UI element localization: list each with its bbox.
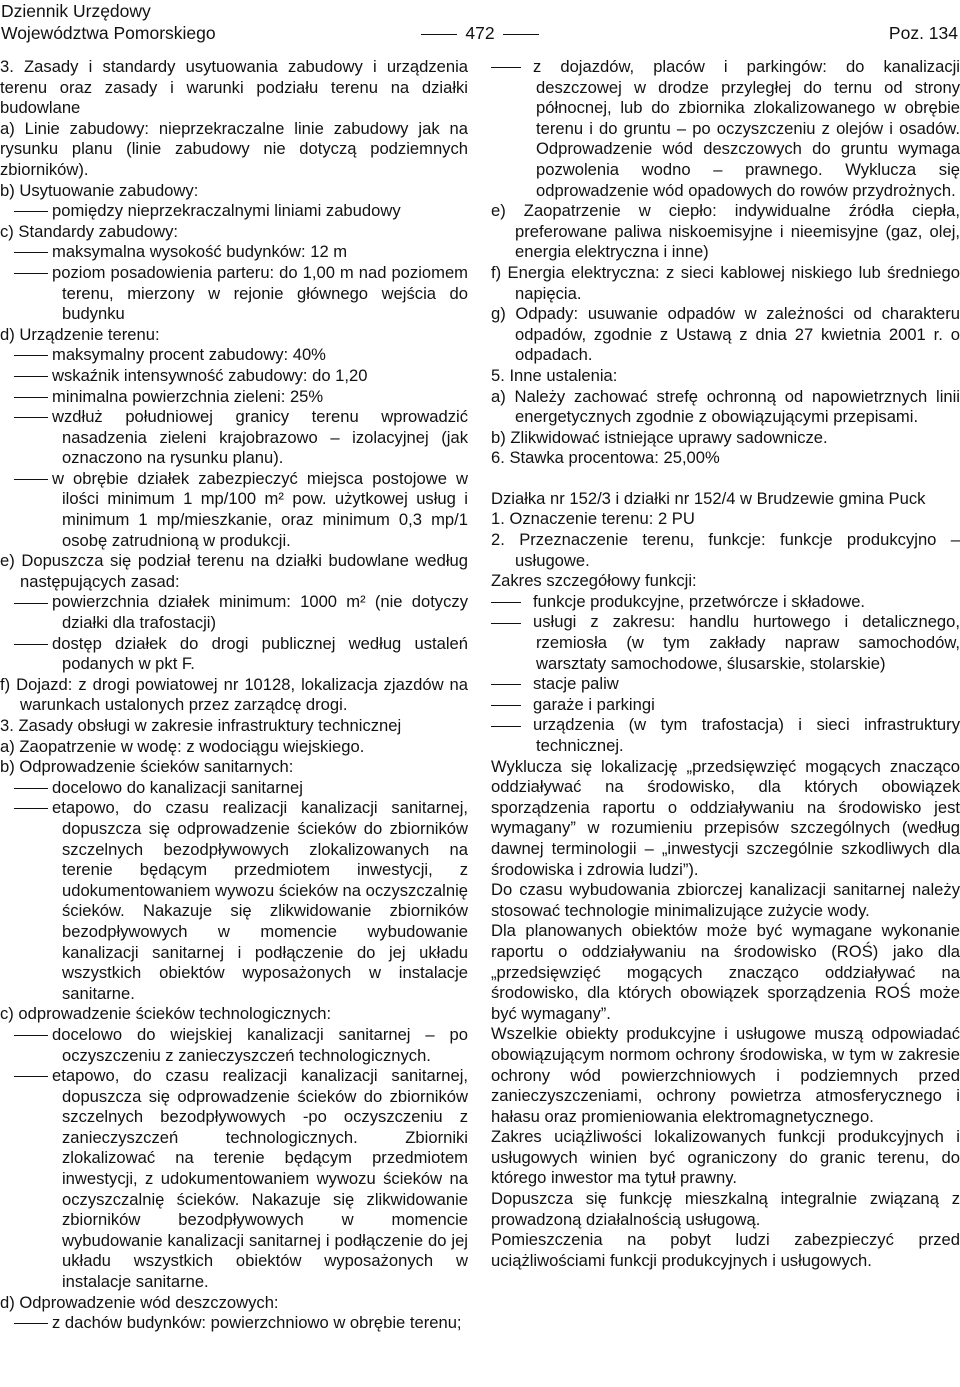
numbered-paragraph [491, 530, 960, 571]
paragraph-text: z dachów budynków: powierzchniowo w obrębie terenu; [52, 1313, 462, 1333]
paragraph [0, 757, 468, 778]
paragraph-text: wskaźnik intensywność zabudowy: do 1,20 [52, 365, 368, 385]
paragraph [491, 1127, 960, 1189]
em-dash-marker [0, 345, 52, 366]
em-dash-marker [491, 674, 533, 695]
lettered-paragraph [0, 551, 468, 592]
paragraph-text: urządzenia (w tym trafostacja) i sieci infrastruktury technicznej. [533, 715, 960, 755]
paragraph-text: stacje paliw [533, 674, 619, 694]
dash-list-item [0, 778, 468, 799]
em-dash-marker [0, 1313, 52, 1334]
section-spacer [491, 469, 960, 489]
paragraph-text: a) Linie zabudowy: nieprzekraczalne linie zabudowy jak na rysunku planu (linie zabudowy nie dotyczą podziemnych zbiorników). [0, 118, 468, 179]
paragraph [491, 1024, 960, 1127]
paragraph-text: Działka nr 152/3 i działki nr 152/4 w Brudzewie gmina Puck [491, 488, 926, 508]
paragraph [0, 57, 468, 119]
dash-list-item [0, 263, 468, 325]
paragraph-text: docelowo do wiejskiej kanalizacji sanitarnej – po oczyszczeniu z zanieczyszczeń technologicznych. [52, 1024, 468, 1065]
paragraph-text: Dla planowanych obiektów może być wymagane wykonanie raportu o oddziaływaniu na środowisko (ROŚ) jako dla „przedsięwzięć mogących znacząco oddziaływać na środowisko, dla których obowiązek sporządzenia ROŚ może być wymagany”. [491, 921, 960, 1023]
paragraph-text: Zakres szczegółowy funkcji: [491, 571, 697, 591]
paragraph [491, 571, 960, 592]
paragraph-text: b) Usytuowanie zabudowy: [0, 180, 199, 200]
paragraph-text: b) Odprowadzenie ścieków sanitarnych: [0, 757, 294, 777]
dash-list-item [0, 1025, 468, 1066]
paragraph [0, 1293, 468, 1314]
paragraph-text: a) Zaopatrzenie w wodę: z wodociągu wiejskiego. [0, 736, 365, 756]
numbered-paragraph [491, 509, 960, 530]
lettered-paragraph [491, 201, 960, 263]
lettered-paragraph [491, 263, 960, 304]
dash-list-item [0, 798, 468, 1004]
paragraph [0, 716, 468, 737]
paragraph [491, 1230, 960, 1271]
paragraph-text: maksymalny procent zabudowy: 40% [52, 345, 326, 365]
paragraph-text: 1. Oznaczenie terenu: 2 PU [491, 509, 695, 529]
dash-list-item [491, 715, 960, 756]
em-dash-marker [0, 201, 52, 222]
paragraph-text: a) Należy zachować strefę ochronną od napowietrznych linii energetycznych zgodnie z obowiązującymi przepisami. [491, 386, 960, 427]
position-number: Poz. 134 [888, 23, 958, 43]
dash-list-item [0, 1066, 468, 1293]
paragraph-text: usługi z zakresu: handlu hurtowego i detalicznego, rzemiosła (w tym zakłady napraw samochodów, warsztaty samochodowe, ślusarskie, stolarskie) [533, 612, 960, 673]
paragraph-text: c) Standardy zabudowy: [0, 221, 179, 241]
dash-list-item [0, 201, 468, 222]
paragraph [0, 325, 468, 346]
paragraph [491, 1189, 960, 1230]
paragraph-text: Wszelkie obiekty produkcyjne i usługowe muszą odpowiadać obowiązującym normom ochrony środowiska, w tym w zakresie ochrony wód powierzchniowych i podziemnych przed zanieczyszczeniami, ochrony powietrza atmosferycznego i hałasu oraz promieniowania elektromagnetycznego. [491, 1024, 960, 1126]
paragraph-text: z dojazdów, placów i parkingów: do kanalizacji deszczowej w drodze przyległej do ternu od strony północnej, lub do zbiornika zlokalizowanego w obrębie terenu i do gruntu – po oczyszczeniu z olejów i osadów. Odprowadzenie wód deszczowych do gruntu wymaga pozwolenia wodno – prawnego. Wyklucza się odprowadzenie wód opadowych do rowów przydrożnych. [533, 57, 960, 200]
page-number: 472 [465, 23, 495, 43]
dash-list-item [491, 695, 960, 716]
paragraph-text: pomiędzy nieprzekraczalnymi liniami zabudowy [52, 201, 401, 221]
em-dash-marker [0, 592, 52, 613]
right-column [491, 57, 960, 1271]
dash-list-item [0, 592, 468, 633]
page-header [0, 0, 960, 46]
paragraph-text: Pomieszczenia na pobyt ludzi zabezpieczyć przed uciążliwościami funkcji produkcyjnych i usługowych. [491, 1230, 960, 1270]
em-dash-marker [491, 592, 533, 613]
dash-list-item [0, 345, 468, 366]
paragraph [491, 489, 960, 510]
em-dash-marker [491, 695, 533, 716]
lettered-paragraph [491, 387, 960, 428]
lettered-paragraph [491, 304, 960, 366]
paragraph [0, 181, 468, 202]
paragraph [491, 921, 960, 1024]
paragraph-text: minimalna powierzchnia zieleni: 25% [52, 386, 324, 406]
header-dash [421, 34, 457, 35]
paragraph-text: f) Energia elektryczna: z sieci kablowej niskiego lub średniego napięcia. [491, 262, 960, 303]
lettered-paragraph [491, 428, 960, 449]
paragraph-text: funkcje produkcyjne, przetwórcze i składowe. [533, 591, 866, 611]
paragraph-text: poziom posadowienia parteru: do 1,00 m nad poziomem terenu, mierzony w rejonie głównego wejścia do budynku [52, 262, 468, 324]
paragraph-text: 2. Przeznaczenie terenu, funkcje: funkcje produkcyjno – usługowe. [491, 530, 960, 570]
paragraph-text: 5. Inne ustalenia: [491, 365, 618, 385]
paragraph [491, 880, 960, 921]
dash-list-item [0, 242, 468, 263]
paragraph-text: b) Zlikwidować istniejące uprawy sadownicze. [491, 427, 828, 447]
paragraph-text: Wyklucza się lokalizację „przedsięwzięć mogących znacząco oddziaływać na środowisko, dla których obowiązek sporządzenia raportu o oddziaływaniu na środowisko jest wymagany” w rozumieniu przepisów szczególnych (według dawnej terminologii – „inwestycji szczególnie szkodliwych dla środowiska i zdrowia ludzi”). [491, 756, 960, 879]
em-dash-marker [0, 634, 52, 655]
dash-list-item [491, 674, 960, 695]
paragraph-text: e) Dopuszcza się podział terenu na działki budowlane według następujących zasad: [0, 551, 468, 591]
em-dash-marker [0, 366, 52, 387]
dash-list-item [491, 612, 960, 674]
paragraph-text: Do czasu wybudowania zbiorczej kanalizacji sanitarnej należy stosować technologie minimalizujące zużycie wody. [491, 880, 960, 920]
paragraph-text: maksymalna wysokość budynków: 12 m [52, 242, 348, 262]
paragraph [0, 1004, 468, 1025]
dash-list-item [0, 634, 468, 675]
em-dash-marker [0, 1066, 52, 1087]
dash-list-item [0, 387, 468, 408]
em-dash-marker [0, 242, 52, 263]
paragraph-text: Dopuszcza się funkcję mieszkalną integralnie związaną z prowadzoną działalnością usługową. [491, 1189, 960, 1229]
paragraph-text: wzdłuż południowej granicy terenu wprowadzić nasadzenia zieleni krajobrazowo – izolacyjnej (jak oznaczono na rysunku planu). [52, 407, 468, 468]
paragraph-text: g) Odpady: usuwanie odpadów w zależności od charakteru odpadów, zgodnie z Ustawą z dnia 27 kwietnia 2001 r. o odpadach. [491, 304, 960, 365]
paragraph-text: d) Odprowadzenie wód deszczowych: [0, 1292, 279, 1312]
paragraph-text: docelowo do kanalizacji sanitarnej [52, 777, 303, 797]
dash-list-item [491, 57, 960, 201]
em-dash-marker [0, 778, 52, 799]
dash-list-item [491, 592, 960, 613]
paragraph [0, 737, 468, 758]
dash-list-item [0, 366, 468, 387]
paragraph-text: d) Urządzenie terenu: [0, 324, 160, 344]
numbered-paragraph [491, 448, 960, 469]
left-column [0, 57, 468, 1334]
paragraph [0, 222, 468, 243]
paragraph-text: c) odprowadzenie ścieków technologicznych: [0, 1004, 332, 1024]
em-dash-marker [0, 407, 52, 428]
paragraph-text: powierzchnia działek minimum: 1000 m² (nie dotyczy działki dla trafostacji) [52, 592, 468, 633]
paragraph-text: garaże i parkingi [533, 694, 655, 714]
em-dash-marker [491, 612, 533, 633]
paragraph-text: 6. Stawka procentowa: 25,00% [491, 448, 720, 468]
paragraph [491, 757, 960, 881]
paragraph [0, 119, 468, 181]
dash-list-item [0, 1313, 468, 1334]
page-number-block [0, 22, 960, 44]
header-dash [503, 34, 539, 35]
em-dash-marker [491, 57, 533, 78]
paragraph-text: e) Zaopatrzenie w ciepło: indywidualne źródła ciepła, preferowane paliwa niskoemisyjne i nieemisyjne (gaz, olej, energia elektryczna i inne) [491, 201, 960, 262]
journal-title-line2: Województwa Pomorskiego [1, 23, 216, 43]
paragraph-text: 3. Zasady i standardy usytuowania zabudowy i urządzenia terenu oraz zasady i warunki podziału terenu na działki budowlane [0, 57, 468, 118]
lettered-paragraph [0, 675, 468, 716]
paragraph-text: dostęp działek do drogi publicznej według ustaleń podanych w pkt F. [52, 633, 468, 674]
paragraph-text: etapowo, do czasu realizacji kanalizacji sanitarnej, dopuszcza się odprowadzenie ścieków do zbiorników szczelnych bezodpływowych zlokalizowanych na terenie będącym przedmiotem inwestycji, z udokumentowaniem wywozu ścieków na oczyszczalnię ścieków. Nakazuje się zlikwidowanie zbiorników bezodpływowych w momencie wybudowanie kanalizacji sanitarnej i podłączenie do jej układu wszystkich obiektów wyposażonych w instalacje sanitarne. [52, 798, 468, 1003]
paragraph-text: etapowo, do czasu realizacji kanalizacji sanitarnej, dopuszcza się odprowadzenie ścieków do zbiorników szczelnych bezodpływowych -po oczyszczeniu z zanieczyszczeń technologicznych. Zbiorniki zlokalizować na terenie będącym przedmiotem inwestycji, z udokumentowaniem wywozu ścieków na oczyszczalnię ścieków. Nakazuje się zlikwidowanie zbiorników bezodpływowych w momencie wybudowanie kanalizacji sanitarnej i podłączenie do jej układu wszystkich obiektów wyposażonych w instalacje sanitarne. [52, 1066, 468, 1292]
em-dash-marker [0, 798, 52, 819]
paragraph-text: 3. Zasady obsługi w zakresie infrastruktury technicznej [0, 716, 402, 735]
journal-title-line1: Dziennik Urzędowy [1, 1, 151, 21]
em-dash-marker [0, 1025, 52, 1046]
numbered-paragraph [491, 366, 960, 387]
em-dash-marker [491, 715, 533, 736]
paragraph-text: f) Dojazd: z drogi powiatowej nr 10128, lokalizacja zjazdów na warunkach ustalonych przez zarządcę drogi. [0, 674, 468, 715]
paragraph-text: Zakres uciążliwości lokalizowanych funkcji produkcyjnych i usługowych winien być ograniczony do granic terenu, do którego inwestor ma tytuł prawny. [491, 1127, 960, 1188]
paragraph-text: w obrębie działek zabezpieczyć miejsca postojowe w ilości minimum 1 mp/100 m² pow. użytkowej usług i minimum 1 mp/mieszkanie, oraz minimum 0,3 mp/1 osobę zatrudnioną w produkcji. [52, 468, 468, 550]
em-dash-marker [0, 263, 52, 284]
dash-list-item [0, 469, 468, 551]
em-dash-marker [0, 469, 52, 490]
em-dash-marker [0, 387, 52, 408]
dash-list-item [0, 407, 468, 469]
